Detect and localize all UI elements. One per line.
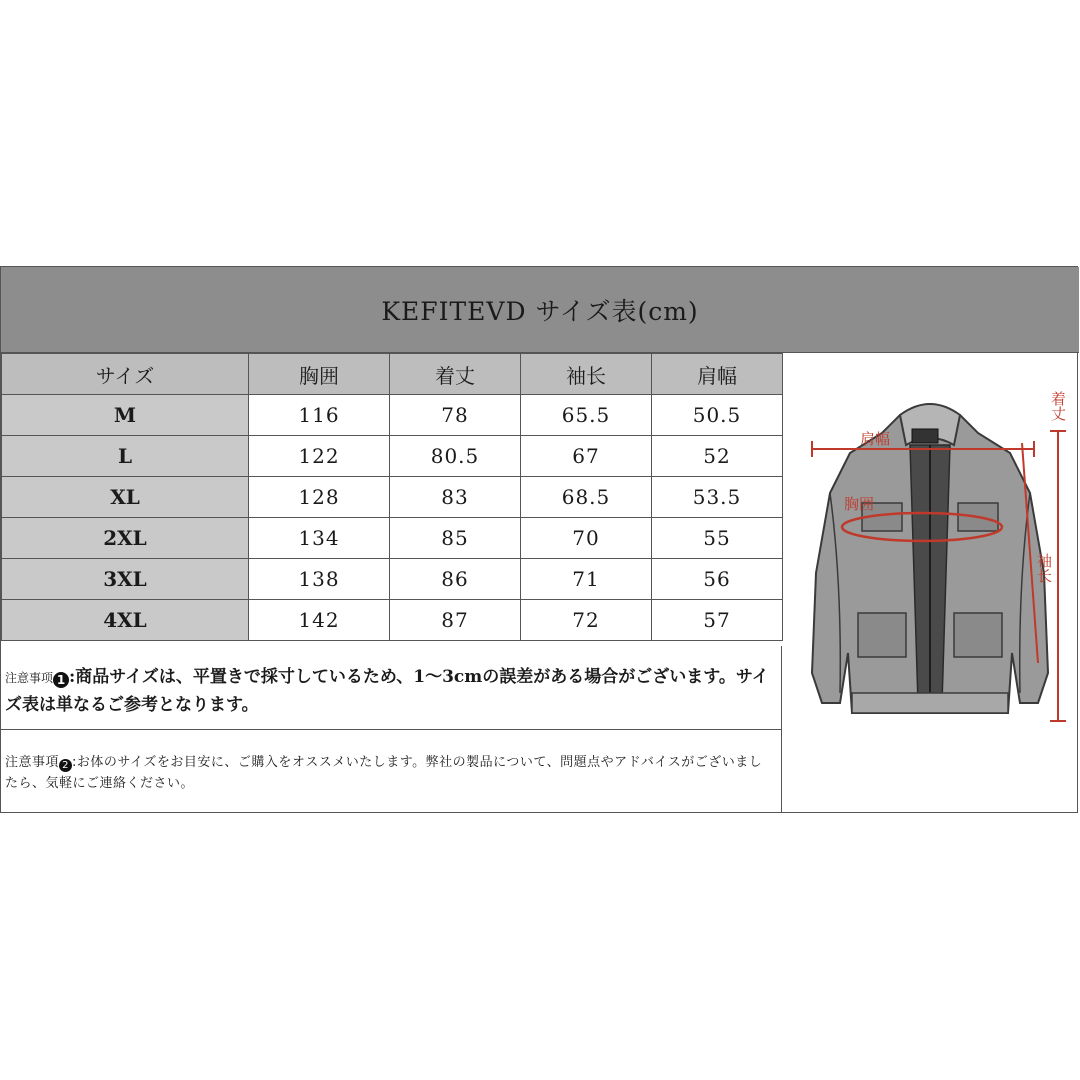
shoulder-label: 肩幅 [860, 430, 891, 448]
shoulder-value: 50.5 [652, 395, 783, 436]
sleeve-value: 71 [521, 559, 652, 600]
length-value: 83 [390, 477, 521, 518]
chart-title: KEFITEVD サイズ表(cm) [1, 267, 1079, 353]
sleeve-value: 67 [521, 436, 652, 477]
sleeve-value: 68.5 [521, 477, 652, 518]
size-label: 3XL [2, 559, 249, 600]
header-size: サイズ [2, 354, 249, 395]
number-bullet-icon: 2 [59, 759, 72, 772]
number-bullet-icon: 1 [53, 672, 69, 688]
table-row [2, 436, 783, 477]
header-sleeve: 袖长 [521, 354, 652, 395]
note-text: :お体のサイズをお目安に、ご購入をオススメいたします。弊社の製品について、問題点やアドバイスがございましたら、気軽にご連絡ください。 [5, 755, 763, 791]
table-row [2, 395, 783, 436]
size-table [1, 353, 783, 641]
shoulder-value: 56 [652, 559, 783, 600]
shoulder-value: 55 [652, 518, 783, 559]
note-1 [1, 646, 782, 730]
size-chart [0, 266, 1078, 813]
length-value: 87 [390, 600, 521, 641]
sleeve-value: 70 [521, 518, 652, 559]
size-label: 2XL [2, 518, 249, 559]
shoulder-value: 57 [652, 600, 783, 641]
sleeve-value: 65.5 [521, 395, 652, 436]
length-label: 着丈 [1049, 391, 1067, 421]
note-text: :商品サイズは、平置きで採寸しているため、1～3cmの誤差がある場合がございます。サイズ表は単なるご参考となります。 [5, 667, 769, 715]
size-label: 4XL [2, 600, 249, 641]
size-label: L [2, 436, 249, 477]
jacket-measurement-illustration [782, 353, 1078, 813]
chest-value: 138 [249, 559, 390, 600]
chest-value: 134 [249, 518, 390, 559]
length-value: 86 [390, 559, 521, 600]
table-row [2, 477, 783, 518]
table-row [2, 559, 783, 600]
header-chest: 胸囲 [249, 354, 390, 395]
table-row [2, 600, 783, 641]
chest-value: 122 [249, 436, 390, 477]
jacket-icon [782, 353, 1078, 813]
length-value: 80.5 [390, 436, 521, 477]
table-row [2, 518, 783, 559]
chest-value: 142 [249, 600, 390, 641]
table-header-row [2, 354, 783, 395]
size-label: M [2, 395, 249, 436]
note-tag: 注意事項 [5, 755, 60, 770]
sleeve-label: 袖长 [1035, 553, 1053, 583]
chest-value: 128 [249, 477, 390, 518]
length-value: 85 [390, 518, 521, 559]
chest-value: 116 [249, 395, 390, 436]
header-length: 着丈 [390, 354, 521, 395]
note-tag: 注意事项 [5, 671, 54, 685]
size-label: XL [2, 477, 249, 518]
shoulder-value: 52 [652, 436, 783, 477]
sleeve-value: 72 [521, 600, 652, 641]
header-shoulder: 肩幅 [652, 354, 783, 395]
length-value: 78 [390, 395, 521, 436]
note-2 [1, 730, 782, 812]
chest-label: 胸囲 [844, 495, 875, 513]
shoulder-value: 53.5 [652, 477, 783, 518]
